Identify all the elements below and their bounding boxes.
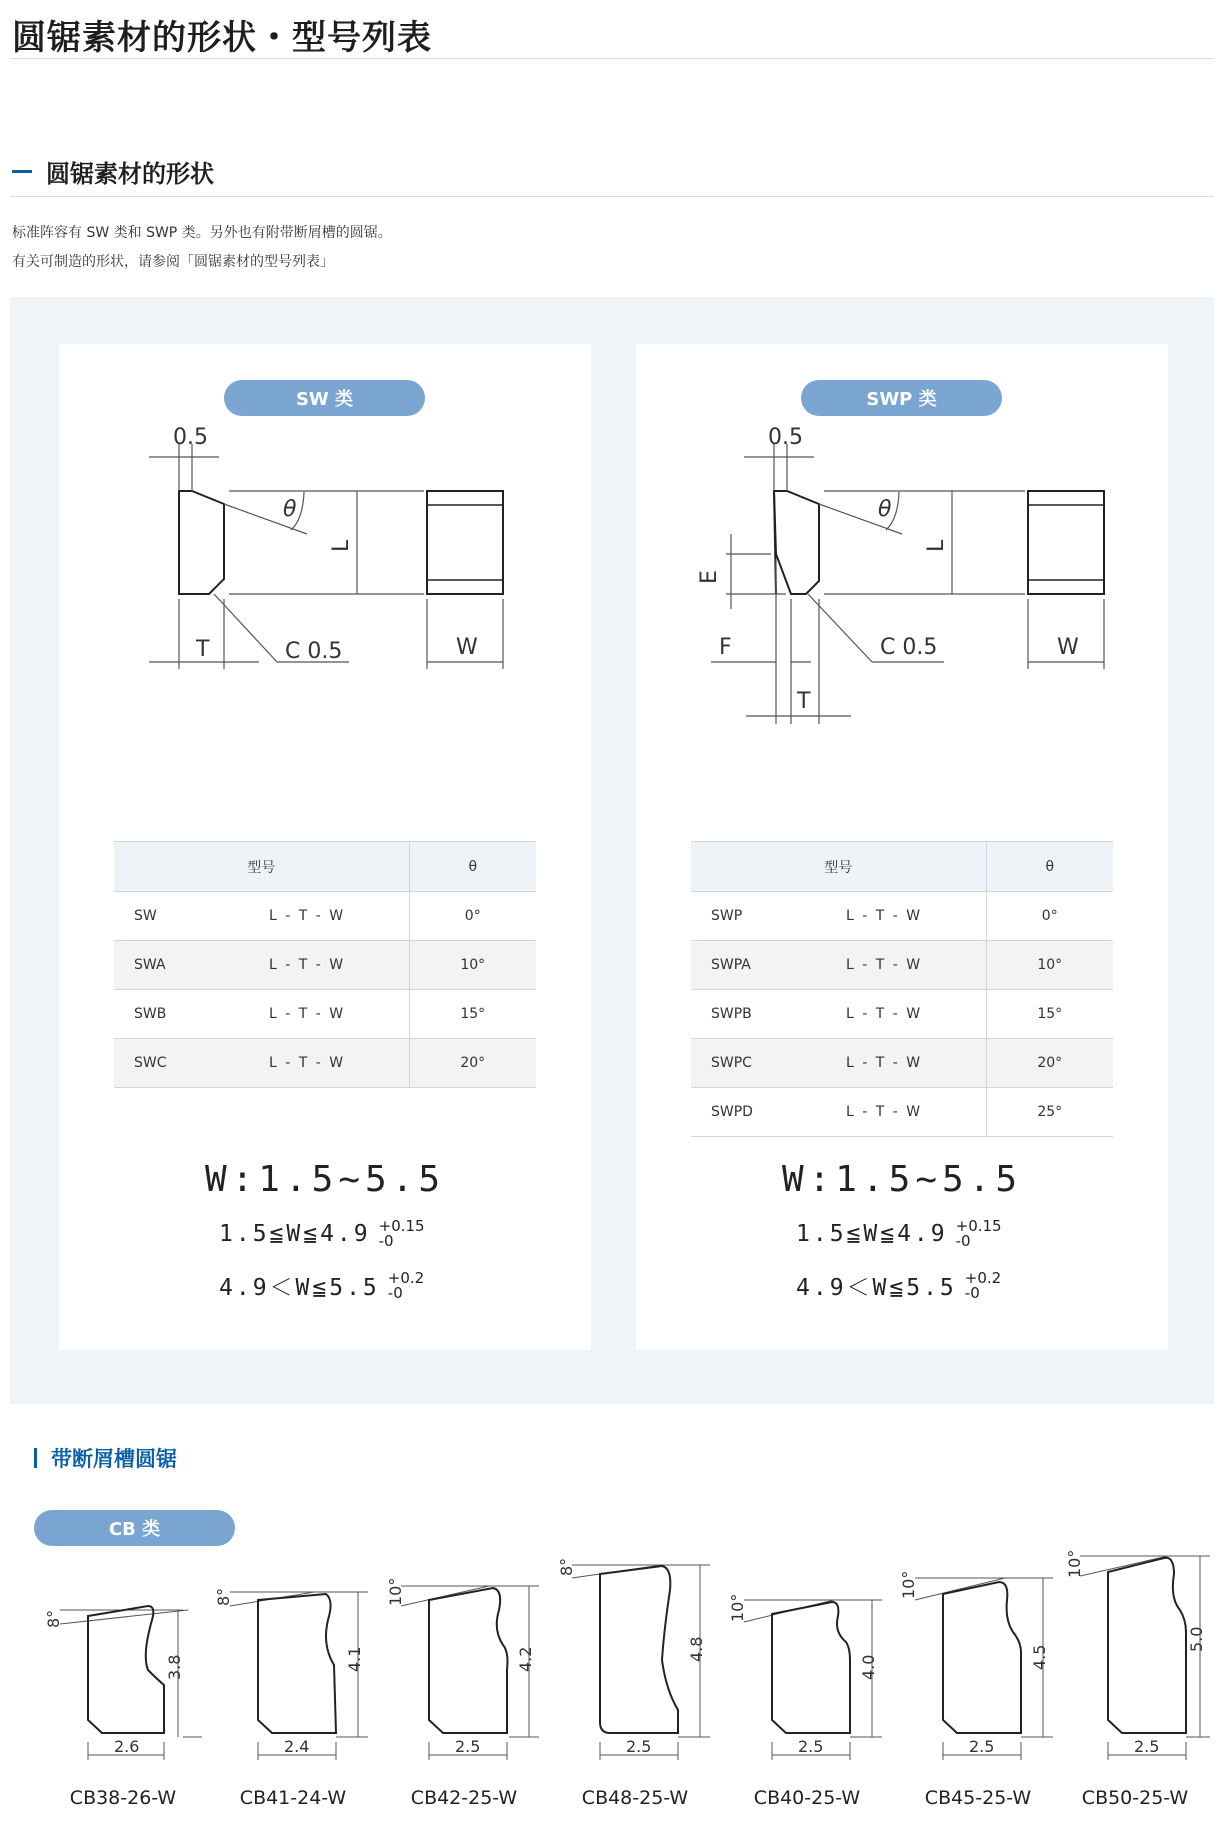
- cb-angle: 10°: [1065, 1549, 1084, 1578]
- cb-type-pill: CB 类: [34, 1510, 235, 1546]
- cb-width: 2.5: [626, 1737, 652, 1756]
- model-theta: 10°: [409, 941, 536, 990]
- tolerance-plus: +0.15: [955, 1217, 1002, 1235]
- table-row: [114, 941, 536, 990]
- description-line-1: 标准阵容有 SW 类和 SWP 类。另外也有附带断屑槽的圆锯。: [12, 225, 392, 241]
- sw-dim-T: T: [196, 637, 210, 662]
- tolerance-plus: +0.2: [387, 1268, 425, 1287]
- swp-col-theta: θ: [986, 842, 1113, 892]
- model-theta: 25°: [986, 1088, 1113, 1137]
- cb-width: 2.5: [1134, 1737, 1160, 1756]
- cb-item: [379, 1570, 549, 1820]
- tolerance-minus: -0: [964, 1283, 980, 1302]
- model-dims: L - T - W: [846, 908, 923, 924]
- cb-item: [1050, 1549, 1220, 1820]
- swp-tolerance-line-2: [796, 1269, 1001, 1302]
- cb-width: 2.6: [114, 1737, 140, 1756]
- swp-dim-theta: θ: [878, 497, 892, 522]
- cb-section-title: 带断屑槽圆锯: [51, 1447, 177, 1471]
- cb-section-bar: [34, 1448, 37, 1468]
- cb-height: 4.5: [1030, 1644, 1049, 1670]
- sw-width-range: W:1.5~5.5: [204, 1159, 446, 1200]
- sw-model-table: [114, 841, 536, 1088]
- cb-angle: 8°: [557, 1557, 576, 1576]
- section-title: 圆锯素材的形状: [46, 160, 214, 188]
- sw-tolerance-line-1: [219, 1219, 425, 1249]
- tolerance-plus: +0.2: [964, 1268, 1002, 1287]
- sw-dim-W: W: [456, 635, 478, 660]
- swp-side-view: [1028, 491, 1104, 594]
- cb-profile-outline: [88, 1606, 164, 1733]
- cb-model-label: CB50-25-W: [1081, 1787, 1189, 1809]
- model-dims: L - T - W: [846, 1104, 923, 1120]
- tolerance-minus: -0: [955, 1232, 971, 1250]
- tolerance-minus: -0: [387, 1283, 403, 1302]
- cb-model-label: CB48-25-W: [581, 1787, 689, 1809]
- swp-profile-outline: [774, 491, 819, 594]
- table-row: [691, 1088, 1113, 1137]
- cb-height: 4.8: [687, 1636, 706, 1662]
- model-name: SWB: [134, 1006, 167, 1022]
- model-theta: 15°: [409, 990, 536, 1039]
- model-name: SW: [134, 908, 157, 924]
- cb-height: 5.0: [1187, 1626, 1206, 1652]
- model-name: SWPD: [711, 1104, 753, 1120]
- table-row: [114, 990, 536, 1039]
- model-dims: L - T - W: [846, 1055, 923, 1071]
- sw-col-model: 型号: [114, 842, 409, 892]
- title-divider: [10, 58, 1214, 59]
- swp-shape-diagram: [636, 344, 1168, 794]
- swp-model-table: [691, 841, 1113, 1137]
- cb-height: 4.1: [345, 1646, 364, 1672]
- tolerance-plus: +0.15: [378, 1217, 425, 1235]
- tolerance-minus: -0: [378, 1232, 394, 1250]
- cb-angle: 10°: [728, 1593, 747, 1622]
- cb-model-label: CB42-25-W: [410, 1787, 518, 1809]
- cb-height: 4.2: [516, 1646, 535, 1672]
- tolerance: [964, 1268, 1002, 1302]
- formula-expression: 4.9＜W≦5.5: [219, 1275, 380, 1301]
- swp-dim-top: 0.5: [768, 425, 803, 450]
- sw-dim-chamfer: C 0.5: [285, 639, 343, 664]
- sw-profile-outline: [179, 491, 224, 594]
- cb-model-label: CB40-25-W: [753, 1787, 861, 1809]
- section-dash: [12, 170, 32, 173]
- model-theta: 20°: [409, 1039, 536, 1088]
- swp-dim-chamfer: C 0.5: [880, 635, 938, 660]
- table-row: [691, 941, 1113, 990]
- cb-profile-outline: [258, 1594, 336, 1733]
- swp-width-range: W:1.5~5.5: [781, 1159, 1023, 1200]
- cb-item: [208, 1570, 378, 1820]
- section-header: [12, 154, 214, 189]
- formula-expression: 1.5≦W≦4.9: [796, 1221, 948, 1247]
- tolerance: [379, 1219, 425, 1249]
- sw-shape-diagram: [59, 344, 591, 744]
- swp-tolerance-line-1: [796, 1219, 1002, 1249]
- formula-expression: 4.9＜W≦5.5: [796, 1275, 957, 1301]
- model-name: SWPA: [711, 957, 751, 973]
- cb-angle: 10°: [386, 1577, 405, 1606]
- cb-section-header: [34, 1443, 177, 1473]
- cb-profile-outline: [1108, 1558, 1186, 1733]
- cb-model-label: CB38-26-W: [69, 1787, 177, 1809]
- cb-item: [550, 1557, 720, 1820]
- cb-model-label: CB45-25-W: [924, 1787, 1032, 1809]
- cb-profile-outline: [429, 1588, 508, 1733]
- formula-expression: 1.5≦W≦4.9: [219, 1221, 371, 1247]
- cb-item: [893, 1570, 1063, 1820]
- model-theta: 0°: [409, 892, 536, 941]
- cb-item: [722, 1570, 892, 1820]
- cb-width: 2.5: [969, 1737, 995, 1756]
- tolerance: [956, 1219, 1002, 1249]
- cb-width: 2.5: [455, 1737, 481, 1756]
- table-row: [114, 1039, 536, 1088]
- model-theta: 0°: [986, 892, 1113, 941]
- cb-model-label: CB41-24-W: [239, 1787, 347, 1809]
- model-theta: 15°: [986, 990, 1113, 1039]
- section-divider: [10, 196, 1214, 197]
- sw-card: [59, 344, 591, 1350]
- tolerance: [387, 1268, 425, 1302]
- model-name: SWP: [711, 908, 743, 924]
- cb-profile-outline: [772, 1602, 850, 1733]
- model-dims: L - T - W: [269, 957, 346, 973]
- swp-dim-L: L: [924, 539, 949, 552]
- swp-dim-T: T: [797, 689, 811, 714]
- swp-dim-F: F: [719, 635, 732, 660]
- cb-angle: 8°: [214, 1587, 233, 1606]
- swp-card: [636, 344, 1168, 1350]
- table-row: [691, 1039, 1113, 1088]
- swp-col-model: 型号: [691, 842, 986, 892]
- sw-dim-L: L: [329, 539, 354, 552]
- model-name: SWA: [134, 957, 166, 973]
- model-theta: 20°: [986, 1039, 1113, 1088]
- shape-panel: [10, 297, 1214, 1404]
- swp-type-pill: SWP 类: [801, 380, 1002, 416]
- cb-angle: 8°: [44, 1609, 63, 1628]
- model-name: SWPB: [711, 1006, 752, 1022]
- swp-dim-E: E: [697, 570, 722, 584]
- cb-profile-outline: [943, 1582, 1021, 1733]
- description-line-2: 有关可制造的形状，请参阅「圆锯素材的型号列表」: [12, 254, 334, 270]
- sw-type-pill: SW 类: [224, 380, 425, 416]
- sw-dim-top: 0.5: [173, 425, 208, 450]
- table-row: [691, 892, 1113, 941]
- cb-width: 2.4: [284, 1737, 310, 1756]
- cb-height: 4.0: [859, 1654, 878, 1680]
- cb-angle: 10°: [899, 1570, 918, 1599]
- model-name: SWPC: [711, 1055, 752, 1071]
- model-name: SWC: [134, 1055, 167, 1071]
- page-title: 圆锯素材的形状・型号列表: [12, 18, 432, 58]
- sw-side-view: [427, 491, 503, 594]
- model-dims: L - T - W: [269, 1006, 346, 1022]
- cb-height: 3.8: [165, 1654, 184, 1680]
- model-dims: L - T - W: [269, 908, 346, 924]
- sw-tolerance-line-2: [219, 1269, 424, 1302]
- table-row: [691, 990, 1113, 1039]
- model-dims: L - T - W: [846, 957, 923, 973]
- model-dims: L - T - W: [269, 1055, 346, 1071]
- table-row: [114, 892, 536, 941]
- model-dims: L - T - W: [846, 1006, 923, 1022]
- sw-col-theta: θ: [409, 842, 536, 892]
- model-theta: 10°: [986, 941, 1113, 990]
- cb-item: [38, 1570, 208, 1820]
- sw-dim-theta: θ: [283, 497, 297, 522]
- swp-dim-W: W: [1057, 635, 1079, 660]
- cb-profile-outline: [600, 1566, 678, 1733]
- cb-width: 2.5: [798, 1737, 824, 1756]
